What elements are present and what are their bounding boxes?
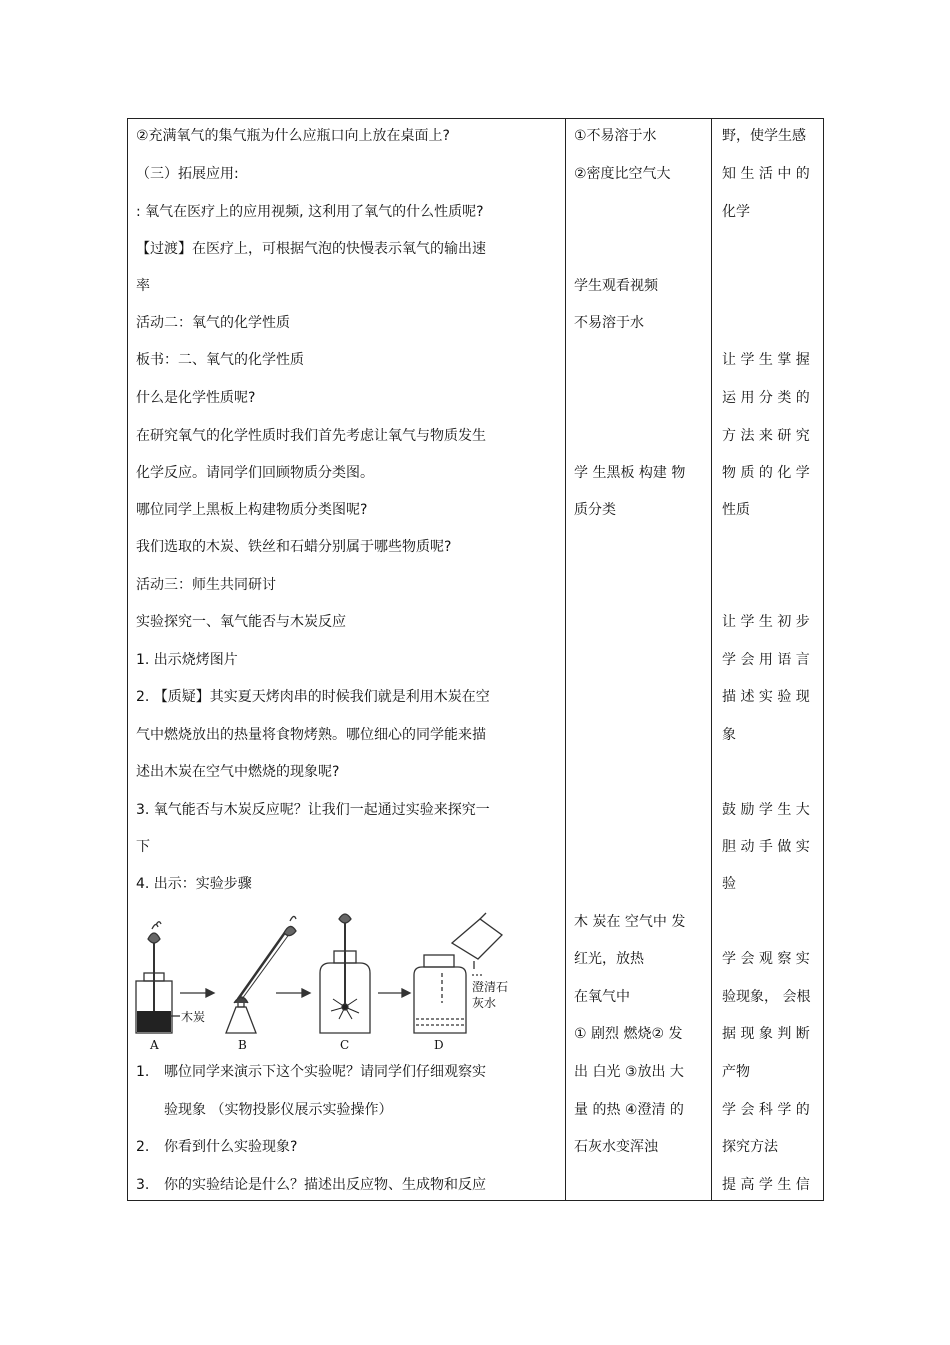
- text-line: ②密度比空气大: [574, 166, 671, 182]
- apparatus-a: [136, 922, 180, 1033]
- text-line: 板书：二、氧气的化学性质: [136, 352, 304, 368]
- text-line: 质分类: [574, 502, 616, 518]
- apparatus-d: [414, 913, 502, 1033]
- text-line: 性质: [722, 502, 750, 518]
- text-line: 不易溶于水: [574, 315, 644, 331]
- text-line: 探究方法: [722, 1139, 778, 1155]
- text-line: 据 现 象 判 断: [722, 1026, 810, 1042]
- text-line: 3. 氧气能否与木炭反应呢？让我们一起通过实验来探究一: [136, 802, 490, 818]
- text-line: 知 生 活 中 的: [722, 166, 810, 182]
- student-activity-column: [566, 119, 711, 1200]
- charcoal-label: 木炭: [181, 1010, 206, 1024]
- list-number: 2.: [136, 1139, 150, 1155]
- text-line: 活动三：师生共同研讨: [136, 577, 276, 593]
- experiment-figure: [134, 911, 544, 1051]
- text-line: 学 生黑板 构建 物: [574, 465, 686, 481]
- figure-label-b: B: [238, 1038, 247, 1051]
- lesson-table: [127, 118, 824, 1201]
- figure-label-d: D: [434, 1038, 444, 1051]
- list-number: 1.: [136, 1064, 150, 1080]
- text-line: 鼓 励 学 生 大: [722, 802, 810, 818]
- text-line: 在氧气中: [574, 989, 630, 1005]
- text-line: 学生观看视频: [574, 278, 658, 294]
- text-line: 活动二：氧气的化学性质: [136, 315, 290, 331]
- text-line: 在研究氧气的化学性质时我们首先考虑让氧气与物质发生: [136, 428, 486, 444]
- list-item: 你的实验结论是什么？描述出反应物、生成物和反应: [164, 1177, 486, 1193]
- text-line: 产物: [722, 1064, 750, 1080]
- limewater-label-1: 澄清石: [472, 980, 509, 994]
- text-line: 下: [136, 839, 150, 855]
- text-line: 物 质 的 化 学: [722, 465, 810, 481]
- list-item: 你看到什么实验现象?: [164, 1139, 298, 1155]
- text-line: 什么是化学性质呢?: [136, 390, 256, 406]
- list-item: 哪位同学来演示下这个实验呢？请同学们仔细观察实: [164, 1064, 486, 1080]
- text-line: 运 用 分 类 的: [722, 390, 810, 406]
- text-line: 我们选取的木炭、铁丝和石蜡分别属于哪些物质呢?: [136, 539, 452, 555]
- text-line: 1. 出示烧烤图片: [136, 652, 238, 668]
- figure-label-a: A: [150, 1038, 159, 1051]
- text-line: 4. 出示：实验步骤: [136, 876, 252, 892]
- text-line: 让 学 生 掌 握: [722, 352, 810, 368]
- text-line: （三）拓展应用:: [136, 166, 239, 182]
- text-line: 验: [722, 876, 736, 892]
- text-line: 学 会 科 学 的: [722, 1102, 810, 1118]
- text-line: 率: [136, 278, 150, 294]
- text-line: 实验探究一、氧气能否与木炭反应: [136, 614, 346, 630]
- text-line: 气中燃烧放出的热量将食物烤熟。哪位细心的同学能来描: [136, 727, 486, 743]
- text-line: ① 剧烈 燃烧② 发: [574, 1026, 683, 1042]
- text-line: 象: [722, 727, 736, 743]
- text-line: 让 学 生 初 步: [722, 614, 810, 630]
- text-line: 提 高 学 生 信: [722, 1177, 810, 1193]
- text-line: 胆 动 手 做 实: [722, 839, 810, 855]
- text-line: 方 法 来 研 究: [722, 428, 810, 444]
- text-line: 出 白光 ③放出 大: [574, 1064, 684, 1080]
- list-number: 3.: [136, 1177, 150, 1193]
- text-line: 哪位同学上黑板上构建物质分类图呢?: [136, 502, 368, 518]
- text-line: 【过渡】在医疗上，可根据气泡的快慢表示氧气的输出速: [136, 241, 486, 257]
- text-line: 述出木炭在空气中燃烧的现象呢?: [136, 764, 340, 780]
- text-line: 学 会 用 语 言: [722, 652, 810, 668]
- apparatus-c: [320, 914, 370, 1033]
- apparatus-b: [226, 916, 296, 1033]
- limewater-label-2: 灰水: [472, 996, 497, 1010]
- teacher-activity-column: [128, 119, 565, 1200]
- text-line: 木 炭在 空气中 发: [574, 914, 686, 930]
- text-line: ①不易溶于水: [574, 128, 657, 144]
- figure-label-c: C: [340, 1038, 350, 1051]
- design-intent-column: [712, 119, 823, 1200]
- text-line: 量 的热 ④澄清 的: [574, 1102, 684, 1118]
- text-line: 化学反应。请同学们回顾物质分类图。: [136, 465, 374, 481]
- text-line: 2. 【质疑】其实夏天烤肉串的时候我们就是利用木炭在空: [136, 689, 490, 705]
- text-line: 验现象， 会根: [722, 989, 811, 1005]
- text-line: : 氧气在医疗上的应用视频, 这利用了氧气的什么性质呢?: [136, 204, 484, 220]
- text-line: 化学: [722, 204, 750, 220]
- list-item: 验现象 （实物投影仪展示实验操作）: [164, 1102, 393, 1118]
- text-line: 红光，放热: [574, 951, 644, 967]
- text-line: 描 述 实 验 现: [722, 689, 810, 705]
- text-line: 学 会 观 察 实: [722, 951, 810, 967]
- text-line: 石灰水变浑浊: [574, 1139, 658, 1155]
- text-line: ②充满氧气的集气瓶为什么应瓶口向上放在桌面上?: [136, 128, 450, 144]
- text-line: 野，使学生感: [722, 128, 806, 144]
